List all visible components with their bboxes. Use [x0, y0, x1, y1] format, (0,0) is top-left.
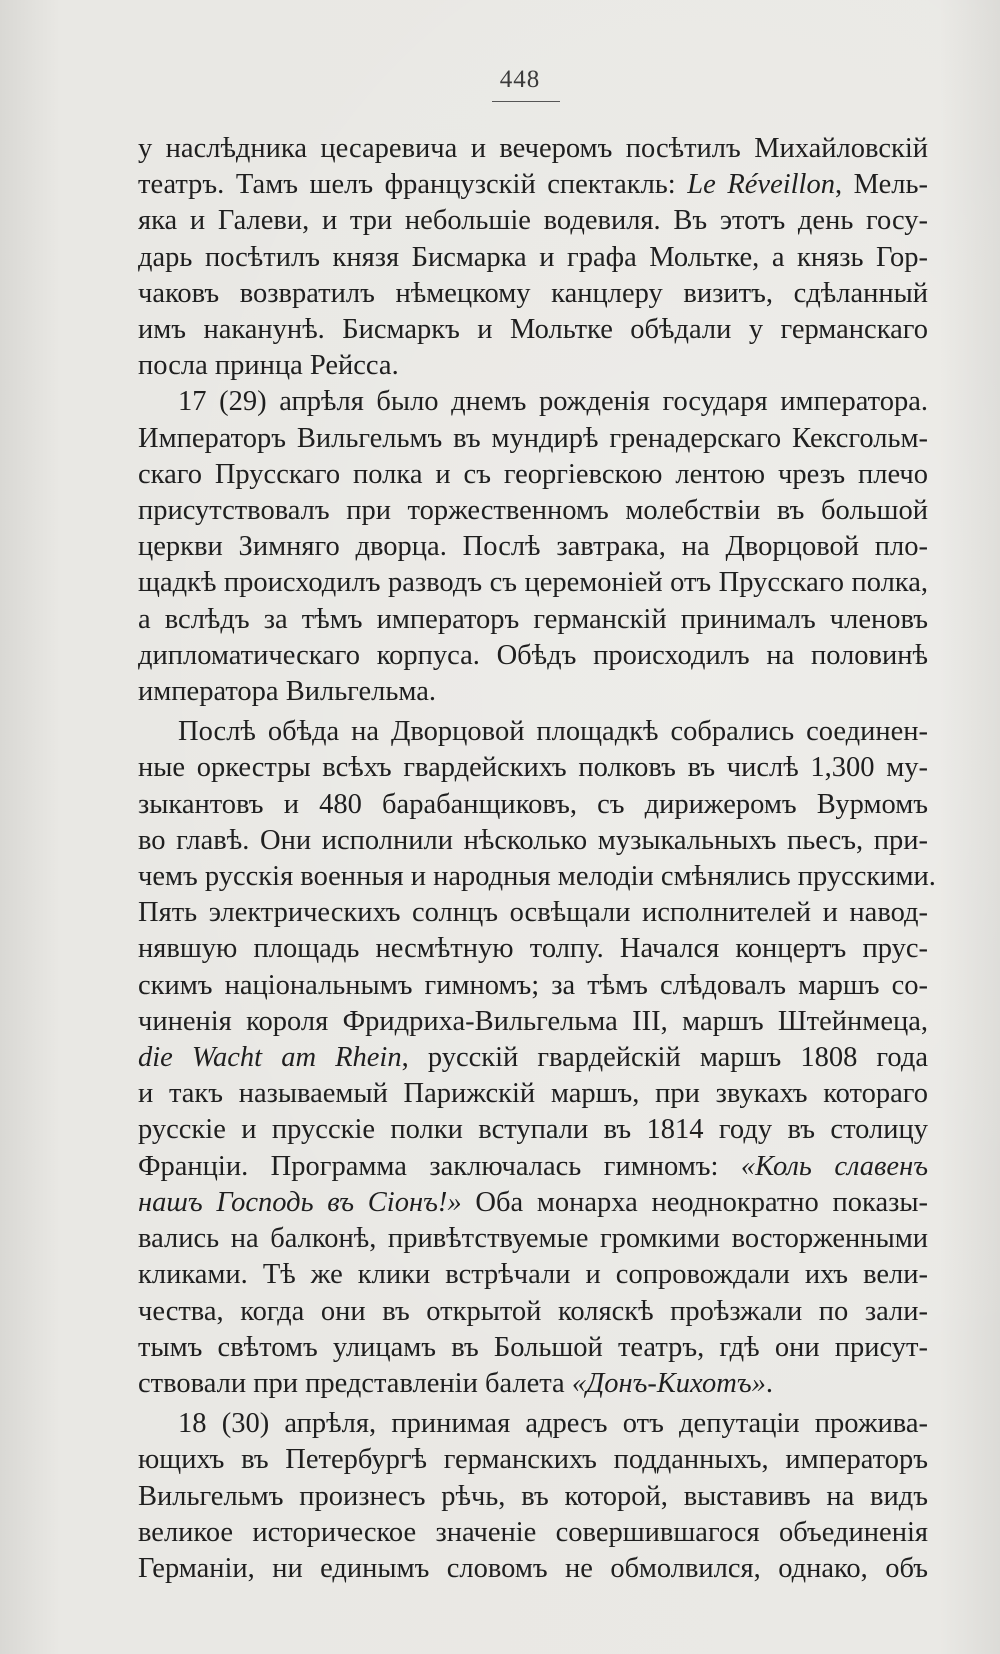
text-segment: , русскій гвардейскій маршъ 1808 года	[401, 1042, 928, 1074]
text-line: присутствовалъ при торжественномъ молебствіи въ большой	[138, 495, 928, 527]
italic-title: нашъ Господь въ Сіонъ!»	[138, 1186, 462, 1218]
text-line: у наслѣдника цесаревича и вечеромъ посѣтилъ Михайловскій	[138, 133, 928, 164]
italic-title: Le Réveillon	[687, 169, 835, 201]
text-line: чиненія короля Фридриха-Вильгельма III, маршъ Штейнмеца,	[138, 1005, 928, 1037]
text-line: зыкантовъ и 480 барабанщиковъ, съ дирижеромъ Вурмомъ	[138, 788, 928, 820]
text-line: чества, когда они въ открытой коляскѣ проѣзжали по зали-	[138, 1295, 928, 1327]
text-line: скимъ національнымъ гимномъ; за тѣмъ слѣдовалъ маршъ со-	[138, 969, 928, 1001]
text-line: во главѣ. Они исполнили нѣсколько музыкальныхъ пьесъ, при-	[138, 824, 928, 856]
text-line	[138, 167, 928, 203]
text-line: 17 (29) апрѣля было днемъ рожденія государя императора.	[178, 386, 928, 418]
text-segment: , Мель-	[834, 169, 928, 201]
text-line: яка и Галеви, и три небольшіе водевиля. Въ этотъ день госу-	[138, 205, 928, 237]
text-line: ющихъ въ Петербургѣ германскихъ подданныхъ, императоръ	[138, 1444, 928, 1476]
text-line	[138, 1185, 928, 1221]
text-line: чаковъ возвратилъ нѣмецкому канцлеру визитъ, сдѣланный	[138, 277, 928, 309]
header-rule	[492, 101, 560, 102]
text-line: и такъ называемый Парижскій маршъ, при звукахъ котораго	[138, 1078, 928, 1110]
text-line: церкви Зимняго дворца. Послѣ завтрака, на Дворцовой пло-	[138, 531, 928, 563]
body-text	[138, 131, 936, 1587]
text-line: чемъ русскія военныя и народныя мелодіи смѣнялись прусскими.	[138, 861, 936, 893]
text-line: русскіе и прусскіе полки вступали въ 1814 году въ столицу	[138, 1114, 928, 1146]
text-segment: ствовали при представленіи балета	[138, 1367, 572, 1399]
text-segment: .	[765, 1367, 773, 1399]
text-line	[138, 1040, 928, 1076]
italic-title: «Донъ-Кихотъ»	[571, 1367, 766, 1399]
paragraph-3	[138, 714, 936, 1402]
text-line	[138, 1149, 928, 1185]
paragraph-1	[138, 131, 928, 384]
text-line: имъ наканунѣ. Бисмаркъ и Мольтке обѣдали у германскаго	[138, 314, 928, 346]
text-line: тымъ свѣтомъ улицамъ въ Большой театръ, гдѣ они присут-	[138, 1331, 928, 1363]
text-line: Вильгельмъ произнесъ рѣчь, въ которой, выставивъ на видъ	[138, 1480, 928, 1512]
paragraph-2	[138, 384, 928, 710]
text-line: ные оркестры всѣхъ гвардейскихъ полковъ въ числѣ 1,300 му-	[138, 752, 928, 784]
text-segment: Оба монарха неоднократно показы-	[461, 1186, 928, 1218]
text-line: нявшую площадь несмѣтную толпу. Начался концертъ прус-	[138, 933, 928, 965]
text-line: скаго Прусскаго полка и съ георгіевскою лентою чрезъ плечо	[138, 458, 928, 490]
text-segment: Франціи. Программа заключалась гимномъ:	[138, 1150, 741, 1182]
page-number: 448	[499, 66, 541, 93]
text-line: Послѣ обѣда на Дворцовой площадкѣ собрались соединен-	[178, 716, 928, 748]
text-line: Пять электрическихъ солнцъ освѣщали исполнителей и навод-	[138, 897, 928, 929]
text-line: щадкѣ происходилъ разводъ съ церемоніей отъ Прусскаго полка,	[138, 567, 928, 599]
text-line: дипломатическаго корпуса. Обѣдъ происходилъ на половинѣ	[138, 639, 928, 671]
text-line	[138, 1366, 928, 1402]
italic-title: «Коль славенъ	[740, 1150, 929, 1182]
text-line: вались на балконѣ, привѣтствуемые громкими восторженными	[138, 1223, 928, 1255]
text-segment: театръ. Тамъ шелъ французскій спектакль:	[138, 169, 688, 201]
text-line: дарь посѣтилъ князя Бисмарка и графа Мольтке, а князь Гор-	[138, 241, 928, 273]
text-line: императора Вильгельма.	[138, 676, 436, 708]
paragraph-4	[138, 1406, 928, 1587]
text-line: а вслѣдъ за тѣмъ императоръ германскій принималъ членовъ	[138, 603, 928, 635]
text-line: 18 (30) апрѣля, принимая адресъ отъ депутаціи прожива-	[178, 1408, 928, 1440]
text-line: кликами. Тѣ же клики встрѣчали и сопровождали ихъ вели-	[138, 1259, 928, 1291]
text-line: Императоръ Вильгельмъ въ мундирѣ гренадерскаго Кексгольм-	[138, 422, 928, 454]
text-line: Германіи, ни единымъ словомъ не обмолвился, однако, объ	[138, 1552, 928, 1584]
italic-title: die Wacht am Rhein	[138, 1042, 402, 1074]
text-line: великое историческое значеніе совершившагося объединенія	[138, 1516, 928, 1548]
text-line: посла принца Рейсса.	[138, 350, 399, 382]
